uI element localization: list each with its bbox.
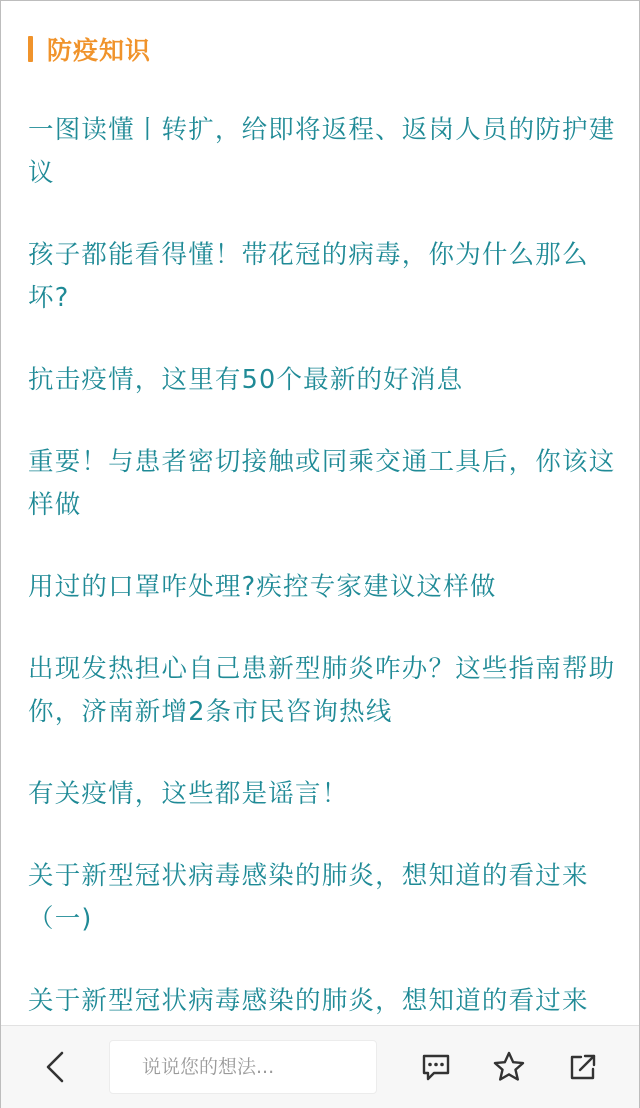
article-content xyxy=(1,1,639,1025)
section-title: 防疫知识 xyxy=(47,36,152,65)
comment-input[interactable] xyxy=(109,1040,377,1094)
share-icon xyxy=(567,1051,599,1083)
section-header xyxy=(28,31,151,67)
article-link-9[interactable]: 关于新型冠状病毒感染的肺炎，想知道的看过来 xyxy=(28,986,589,1016)
article-list xyxy=(28,109,620,1105)
article-link-1[interactable]: 一图读懂丨转扩，给即将返程、返岗人员的防护建议 xyxy=(28,115,616,188)
back-button[interactable] xyxy=(35,1047,75,1087)
article-link-4[interactable]: 重要！与患者密切接触或同乘交通工具后，你该这样做 xyxy=(28,447,616,520)
article-link-2[interactable]: 孩子都能看得懂！带花冠的病毒，你为什么那么坏? xyxy=(28,240,589,313)
section-accent-bar xyxy=(28,36,33,62)
article-link-8[interactable]: 关于新型冠状病毒感染的肺炎，想知道的看过来（一) xyxy=(28,861,589,934)
comment-button[interactable] xyxy=(416,1047,456,1087)
star-icon xyxy=(492,1050,526,1084)
chevron-left-icon xyxy=(43,1050,67,1084)
favorite-button[interactable] xyxy=(489,1047,529,1087)
article-link-7[interactable]: 有关疫情，这些都是谣言！ xyxy=(28,779,349,809)
share-button[interactable] xyxy=(563,1047,603,1087)
article-link-5[interactable]: 用过的口罩咋处理?疾控专家建议这样做 xyxy=(28,572,497,602)
article-link-6[interactable]: 出现发热担心自己患新型肺炎咋办？这些指南帮助你，济南新增2条市民咨询热线 xyxy=(28,654,616,727)
article-link-3[interactable]: 抗击疫情，这里有50个最新的好消息 xyxy=(28,365,464,395)
comment-icon xyxy=(420,1051,452,1083)
bottom-toolbar xyxy=(1,1025,639,1108)
